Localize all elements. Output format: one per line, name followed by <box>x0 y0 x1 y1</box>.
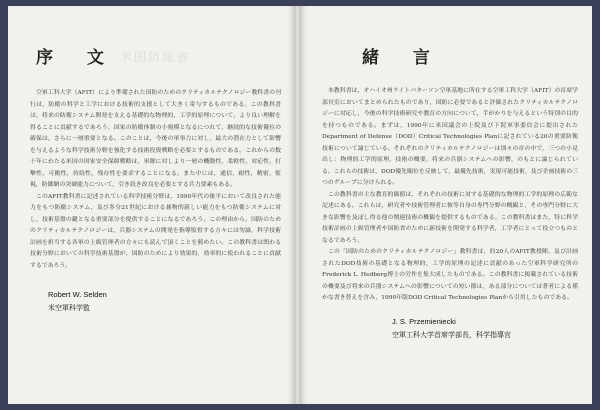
introduction-page <box>300 6 592 404</box>
page-title: 序 文 <box>36 48 118 68</box>
signature-title: 空軍工科大学首席学部長，科学指導官 <box>392 331 511 339</box>
page-title: 緒 言 <box>362 48 444 68</box>
signature-name: Robert W. Selden <box>48 290 107 299</box>
preface-page <box>8 6 295 404</box>
paragraph: この「国防のためのクリティカルテクノロジー」教科書は，約20人のAFIT教授陣，及び計画されたDOD技術の基礎となる物理的，工学的原理の記述に貢献のあった空軍科学研究所のFrederick L. Hedberg博士の労作を集大成したものである。この教科書に掲載されている技術の概要及び将来の兵器システムへの影響についての短い節は，ある部分については著者による僅かな書き替えを含み，1990年版DOD Critical Technologies Planから引用したものである。 <box>322 249 578 301</box>
paragraph: この教科書の主な教育的価値は，それぞれの技術に対する基礎的な物理的工学的原理の広範な記述にある。これらは，研究者や技術管理者に彼等自身の専門分野の概観と，その専門分野に大きな影響を及ぼし得る他の関連技術の概観を提供するものである。この教科書はまた，特に科学技術計画の上級管理者や国防省のために新技術を開発する科学者，工学者にとって役立つものとなるであろう。 <box>322 191 578 244</box>
signature-name: J. S. Przemieniecki <box>392 316 456 326</box>
preface-body <box>30 88 281 272</box>
introduction-body <box>322 86 578 305</box>
paragraph: このAFIT教科書に記述されている科学技術分野は，1990年代の後半において改良された能力をもつ防衛システム，及び多分21世紀における兼物的新しい能力をもつ防衛システムに対し，技術基盤の鍵となる重要部分を提供することになるであろう。この理由から，国防のためのクリティカルテクノロジーは，兵器システムの開発を指導監督する方々には勿論，科学技術計画を担当する各軍の上級管理者の方々にも読んで頂くことを薦めたい。この教科書は関わる技術分野においての科学技術基盤が，国防のためにより効果的，効率的に使われることに貢献するであろう。 <box>30 193 281 269</box>
paragraph: 本教科書は，オハイオ州ライトパターソン空軍基地に所在する空軍工科大学（AFIT）の首席学部長室においてまとめられたものであり，国防に必要であると評価されたクリティカルテクノロジーに対応し，今後の科学技術研究や教育の方向について，手がかりを与えるという特別の目的を持つものである。まずは，1990年に米国議会の上院及び下院軍事委員会に提出されたDepartment of Defense（DOD）Critical Technologies Planに記されている20の重要防衛技術について論じている。それぞれのクリティカルテクノロジーは別々の章の中で，三つの小見出し：物理的工学的原理，技術の概要，将来の兵器システムへの影響，のもとに論じられている。これらの技術は，DOD優先順位を反映して，最優先技術，実現可能技術，及び企画技術の三つのグループに分けられる。 <box>322 88 578 186</box>
paragraph: 空軍工科大学（AFIT）により準備された国防のためのクリティカルテクノロジー教科書の刊行は，防衛の科学と工学における技術的支援として大きく寄与するものである。この教科書は，将来の防衛システム開発を支える基礎的な物理的，工学的原理について，より良い理解を得ることに貢献するであろう。国家の防衛体制の小規模となるにつれて，継続的な技術優位の確保は，さらに一層重要となる。このことは，今後の軍事力に対し，最大の潜在力として影響を与えるような科学技術分野を強化する技術投資戦略を必要とするものである。これからの数十年にわたる米国の国家安全保障戦略は，軍隊に対しより一層の機動性，柔軟性，対応性，打撃性，可搬性，持続性，残存性を要求することになる。また中には，通信，耐性，精密，監視，防御網の突破能力について，引き続き改良を必要とする兵力要素もある。 <box>30 90 281 188</box>
signature-title: 米空軍科学監 <box>48 305 90 312</box>
bleed-through-text: 米国防総省 <box>120 50 191 64</box>
